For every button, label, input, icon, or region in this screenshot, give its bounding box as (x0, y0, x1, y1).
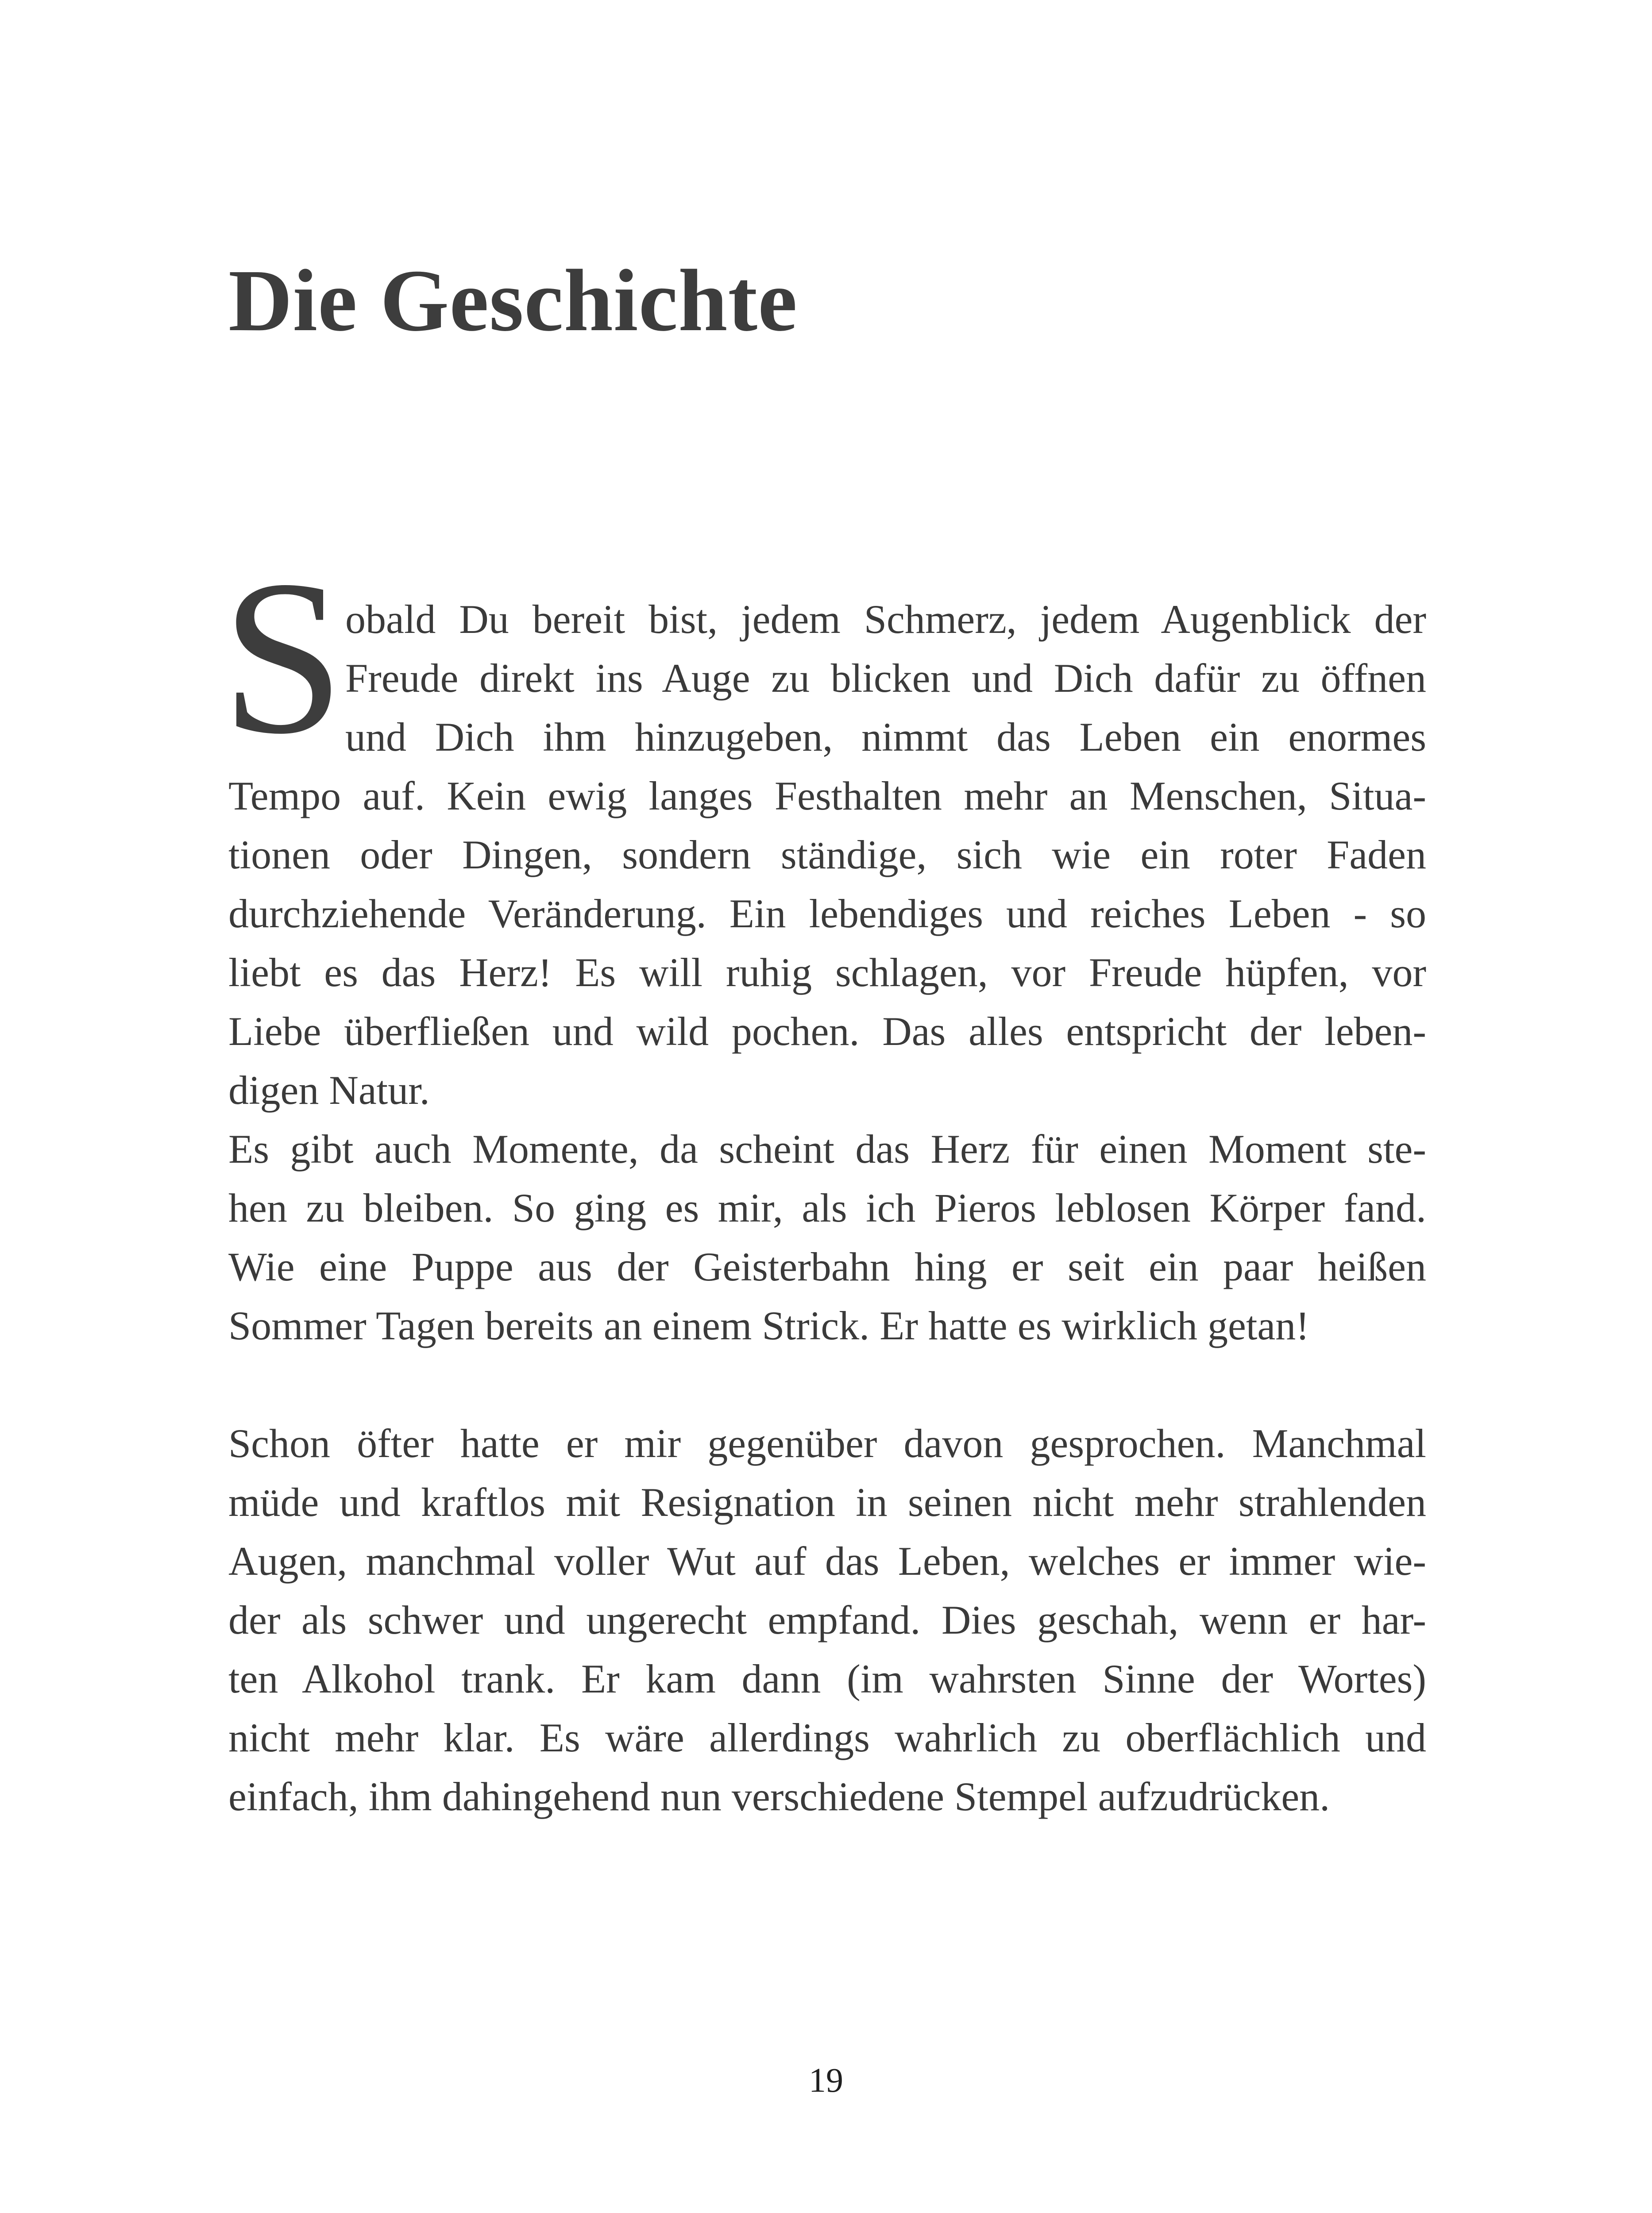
text-line: der als schwer und ungerecht empfand. Dies geschah, wenn er har- (228, 1597, 1426, 1642)
text-line: Freude direkt ins Auge zu blicken und Dich dafür zu öffnen (345, 655, 1426, 701)
text-line: liebt es das Herz! Es will ruhig schlagen, vor Freude hüpfen, vor (228, 950, 1426, 995)
text-line: Schon öfter hatte er mir gegenüber davon gesprochen. Manchmal (228, 1421, 1426, 1466)
drop-cap: S (221, 535, 345, 780)
text-line: ten Alkohol trank. Er kam dann (im wahrsten Sinne der Wortes) (228, 1656, 1426, 1701)
chapter-title: Die Geschichte (228, 252, 798, 350)
text-line: digen Natur. (228, 1068, 430, 1113)
text-line: und Dich ihm hinzugeben, nimmt das Leben ein enormes (345, 714, 1426, 760)
text-line: müde und kraftlos mit Resignation in seinen nicht mehr strahlenden (228, 1480, 1426, 1525)
text-line: Wie eine Puppe aus der Geisterbahn hing er seit ein paar heißen (228, 1244, 1426, 1289)
text-line: Augen, manchmal voller Wut auf das Leben, welches er immer wie- (228, 1538, 1426, 1584)
text-line: Es gibt auch Momente, da scheint das Herz für einen Moment ste- (228, 1126, 1426, 1172)
text-line: hen zu bleiben. So ging es mir, als ich Pieros leblosen Körper fand. (228, 1185, 1426, 1230)
text-line: tionen oder Dingen, sondern ständige, sich wie ein roter Faden (228, 832, 1426, 877)
text-line: Liebe überfließen und wild pochen. Das alles entspricht der leben- (228, 1009, 1426, 1054)
text-line: obald Du bereit bist, jedem Schmerz, jedem Augenblick der (345, 597, 1426, 642)
text-line: Tempo auf. Kein ewig langes Festhalten mehr an Menschen, Situa- (228, 773, 1426, 818)
text-line: Sommer Tagen bereits an einem Strick. Er hatte es wirklich getan! (228, 1303, 1309, 1348)
text-line: nicht mehr klar. Es wäre allerdings wahrlich zu oberflächlich und (228, 1715, 1426, 1760)
page-number: 19 (809, 2061, 843, 2099)
text-line: einfach, ihm dahingehend nun verschiedene Stempel aufzudrücken. (228, 1774, 1330, 1819)
text-line: durchziehende Veränderung. Ein lebendiges und reiches Leben - so (228, 891, 1426, 936)
